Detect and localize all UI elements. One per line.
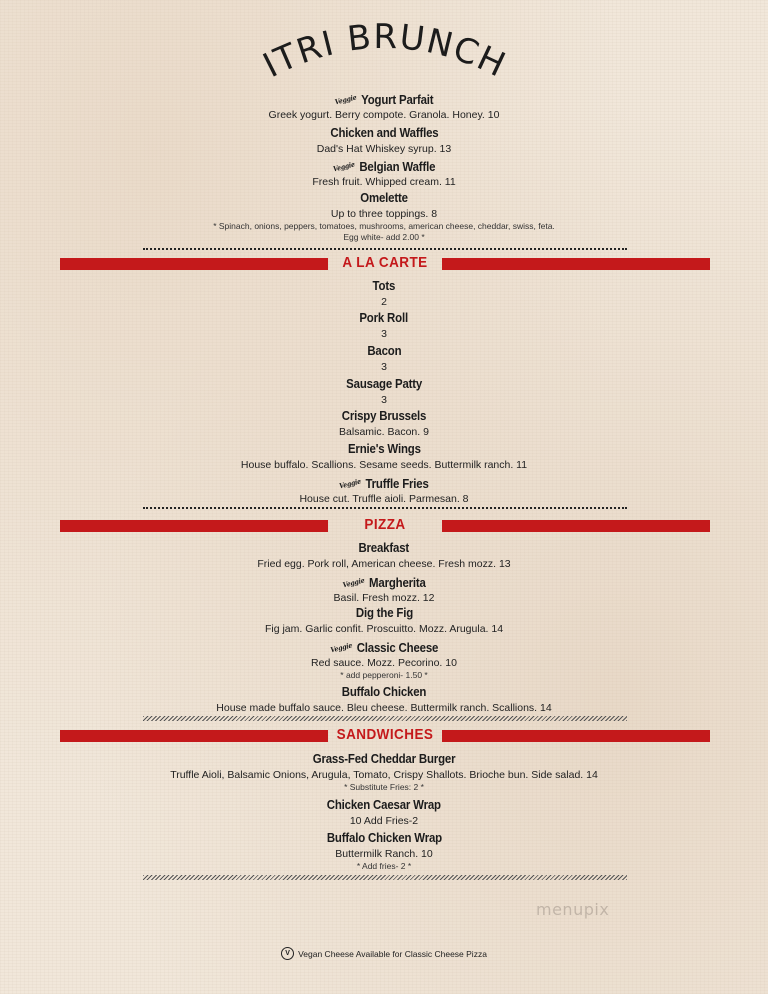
item-name: Margherita [368,575,426,590]
item-note: Egg white- add 2.00 * [343,232,425,242]
item-desc: Fig jam. Garlic confit. Proscuitto. Mozz. Arugula. 14 [264,623,504,635]
item-name: Pork Roll [359,310,409,325]
dotted-divider [143,248,627,250]
item-desc: 10 Add Fries-2 [349,815,419,827]
menu-item [0,342,768,374]
item-desc: Basil. Fresh mozz. 12 [333,592,435,604]
item-name: Crispy Brussels [341,408,427,423]
menu-item [0,683,768,715]
footer-note [0,947,768,960]
item-desc: House buffalo. Scallions. Sesame seeds. Buttermilk ranch. 11 [240,459,528,471]
item-name: Ernie's Wings [347,441,421,456]
item-desc: Balsamic. Bacon. 9 [339,426,429,438]
item-name: Bacon [366,343,402,358]
menu-item [0,309,768,341]
menu-item [0,440,768,472]
menu-item [0,637,768,681]
item-desc: 2 [381,296,387,308]
hatched-divider [143,875,627,880]
item-desc: 3 [381,328,387,340]
item-name: Truffle Fries [365,476,429,491]
menu-title [250,18,520,98]
menu-item [0,539,768,571]
item-note: * Spinach, onions, peppers, tomatoes, mushrooms, american cheese, cheddar, swiss, feta. [213,221,555,231]
title-text: ITRI BRUNCH [256,18,513,87]
item-name: Buffalo Chicken Wrap [326,830,442,845]
item-name: Breakfast [358,540,410,555]
item-name: Buffalo Chicken [341,684,427,699]
item-desc: Fresh fruit. Whipped cream. 11 [312,176,456,188]
watermark: menupix [536,900,610,919]
menu-item [0,750,768,793]
item-name: Dig the Fig [355,605,413,620]
menu-item [0,572,768,605]
item-name: Classic Cheese [356,640,438,655]
item-desc: Greek yogurt. Berry compote. Granola. Honey. 10 [268,109,500,121]
menu-item [0,89,768,122]
item-note: * add pepperoni- 1.50 * [340,670,428,680]
menu-item [0,156,768,189]
menu-item [0,189,768,243]
item-desc: House cut. Truffle aioli. Parmesan. 8 [299,493,469,505]
section-header-pizza [60,518,710,534]
footer-text: Vegan Cheese Available for Classic Cheese Pizza [298,948,487,959]
menu-item [0,604,768,636]
veggie-badge: Veggie [338,476,362,491]
veggie-badge: Veggie [341,575,365,590]
item-desc: Buttermilk Ranch. 10 [335,848,433,860]
item-name: Yogurt Parfait [361,92,434,107]
item-name: Belgian Waffle [359,159,436,174]
item-desc: Red sauce. Mozz. Pecorino. 10 [311,657,457,669]
section-title: SANDWICHES [336,726,434,743]
veggie-badge: Veggie [329,640,353,655]
vegan-icon: V [281,947,294,960]
section-title: PIZZA [364,516,406,533]
menu-item [0,473,768,506]
menu-item [0,375,768,407]
section-title: A LA CARTE [342,254,428,271]
item-name: Chicken Caesar Wrap [326,797,442,812]
item-name: Tots [372,278,396,293]
veggie-badge: Veggie [332,159,356,174]
dotted-divider [143,507,627,509]
menu-item [0,796,768,828]
menu-item [0,829,768,872]
section-header-sandwiches [60,728,710,744]
menu-item [0,277,768,309]
section-header-a-la-carte [60,256,710,272]
item-note: * Substitute Fries: 2 * [344,782,424,792]
item-desc: Dad's Hat Whiskey syrup. 13 [316,143,452,155]
hatched-divider [143,716,627,721]
item-name: Grass-Fed Cheddar Burger [312,751,456,766]
item-desc: Fried egg. Pork roll, American cheese. Fresh mozz. 13 [257,558,511,570]
item-desc: 3 [381,394,387,406]
veggie-badge: Veggie [333,92,358,107]
menu-item [0,124,768,156]
item-desc: Truffle Aioli, Balsamic Onions, Arugula, Tomato, Crispy Shallots. Brioche bun. Side salad. 14 [170,769,598,781]
item-desc: Up to three toppings. 8 [330,208,438,220]
item-name: Omelette [360,190,408,205]
title-arc [250,18,520,98]
item-desc: 3 [381,361,387,373]
item-name: Sausage Patty [346,376,422,391]
menu-item [0,407,768,439]
item-name: Chicken and Waffles [329,125,439,140]
item-note: * Add fries- 2 * [356,861,412,871]
item-desc: House made buffalo sauce. Bleu cheese. Buttermilk ranch. Scallions. 14 [216,702,552,714]
